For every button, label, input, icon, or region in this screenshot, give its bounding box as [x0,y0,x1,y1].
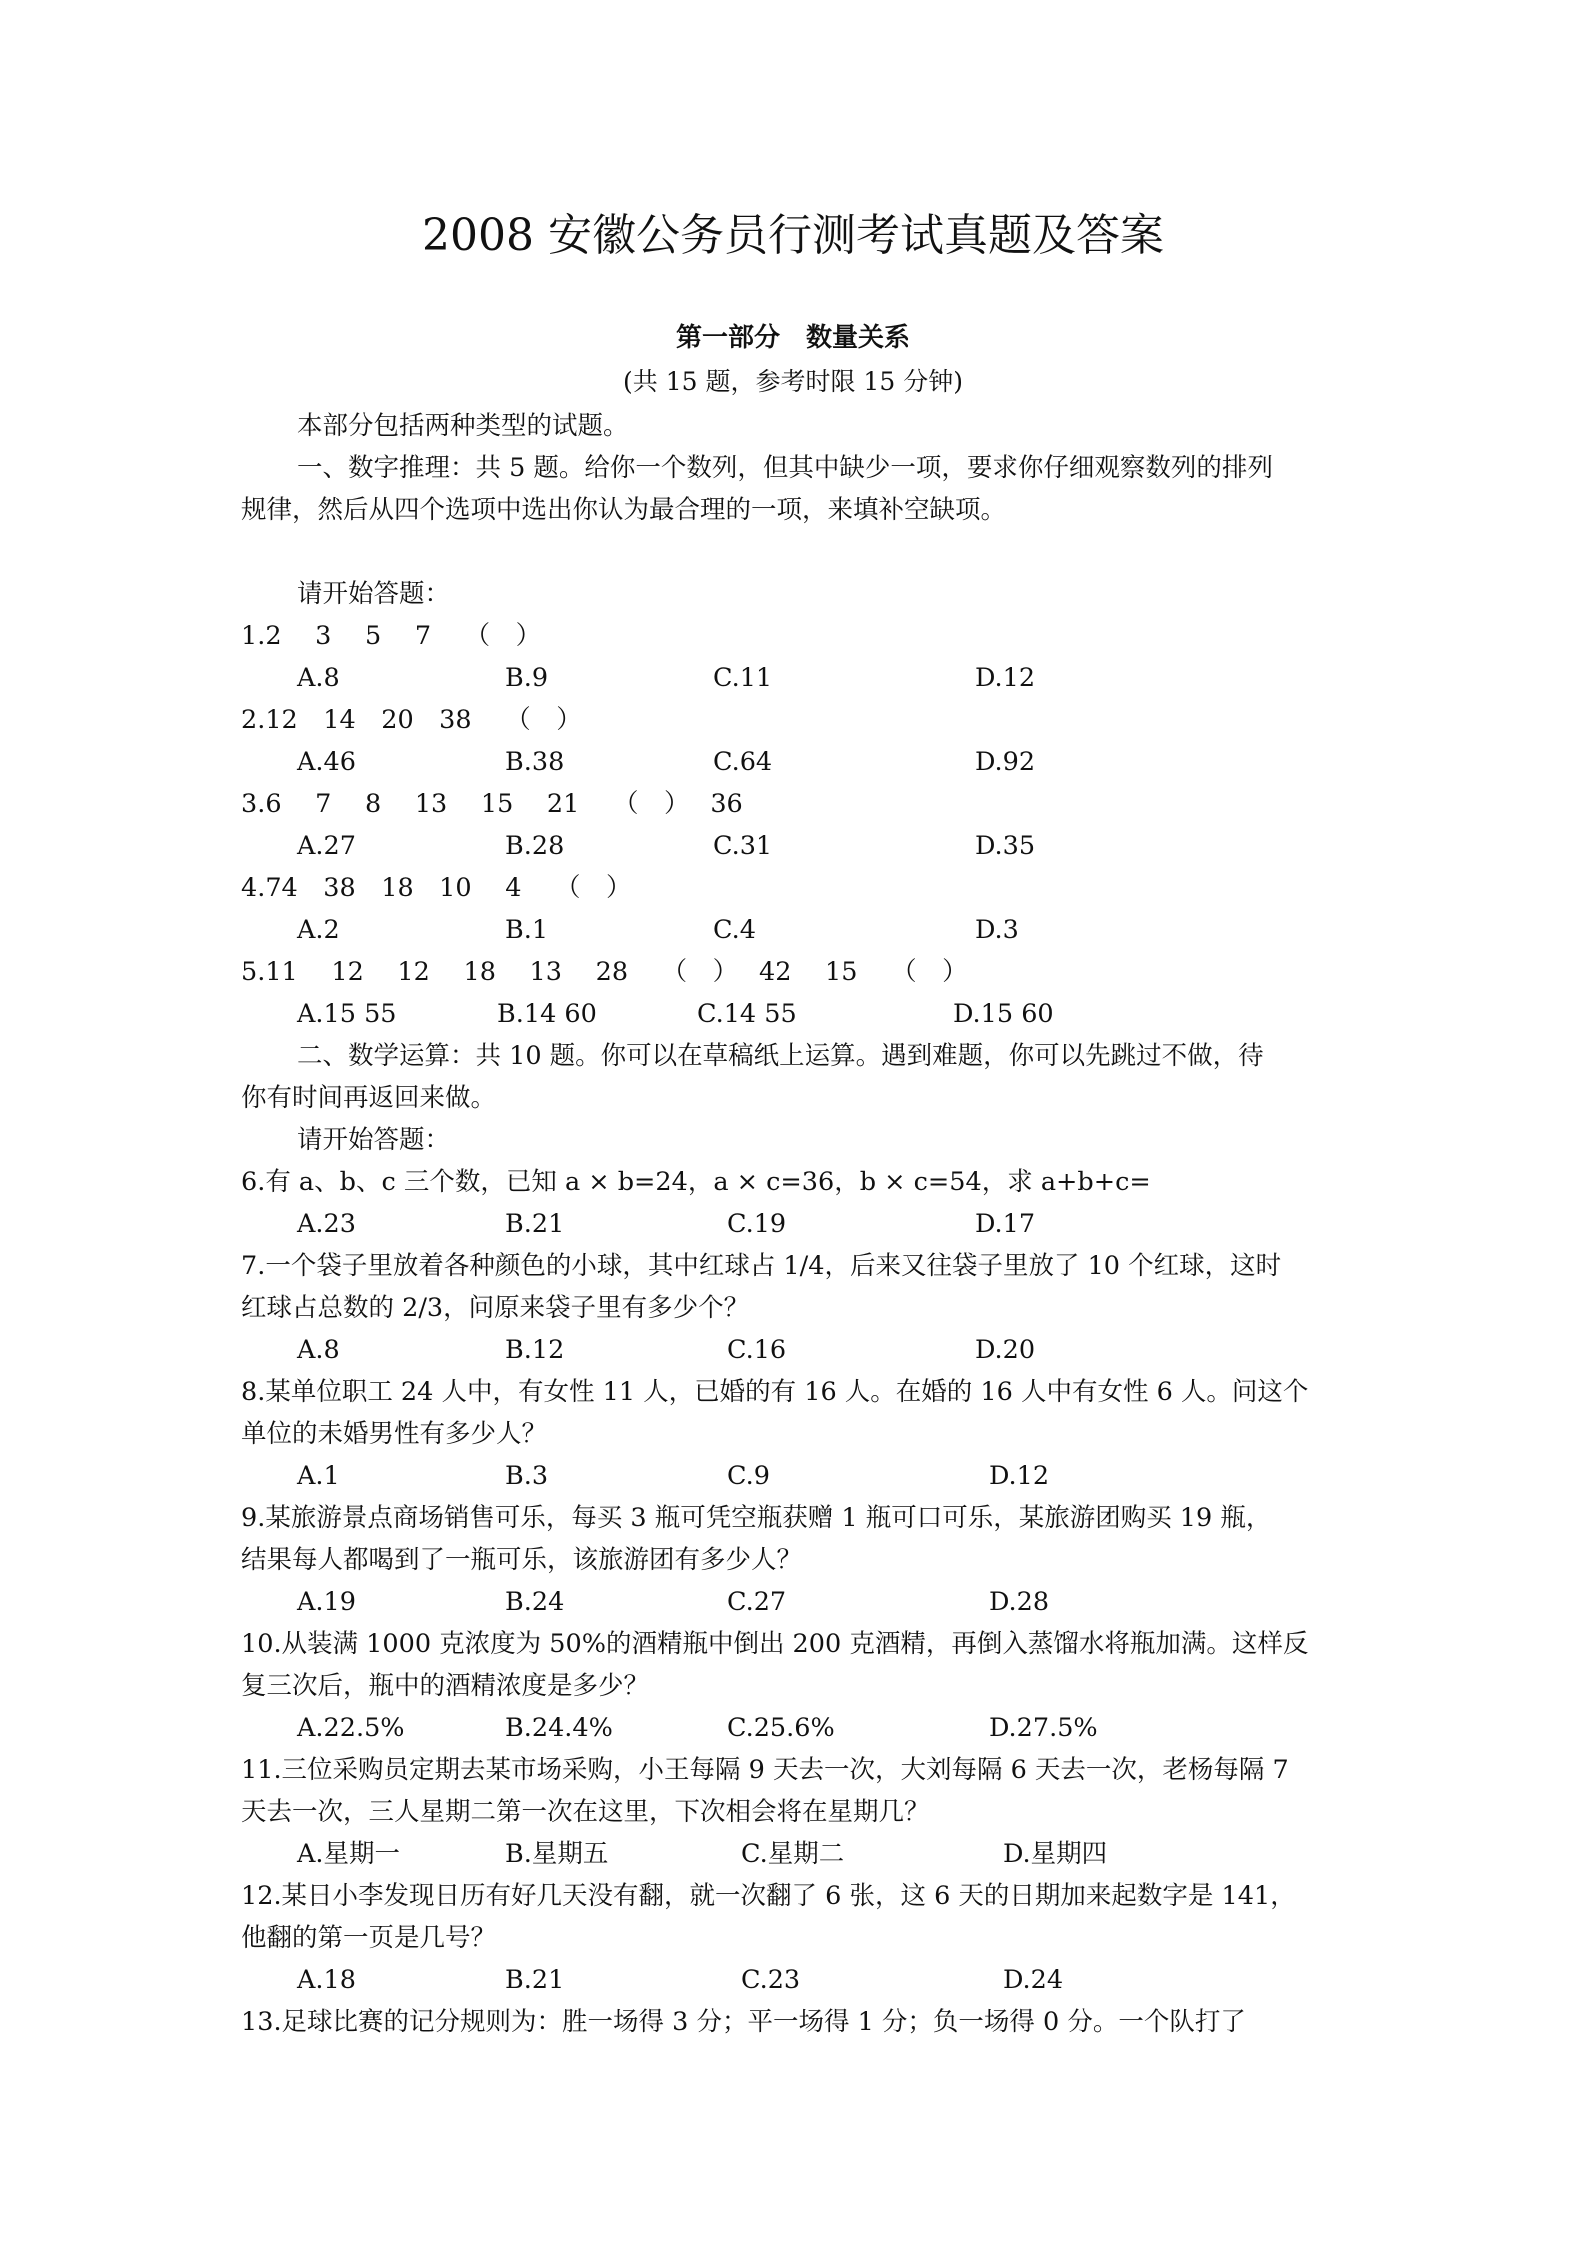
intro-line: 本部分包括两种类型的试题。 [297,411,629,441]
option-d: D.星期四 [1003,1839,1108,1869]
section-intro-line: 二、数学运算：共 10 题。你可以在草稿纸上运算。遇到难题，你可以先跳过不做，待 [297,1041,1264,1071]
option-c: C.64 [713,747,773,777]
option-c: C.9 [727,1461,770,1491]
option-b: B.3 [505,1461,549,1491]
question-text: 5.11 12 12 18 13 28 （ ） 42 15 （ ） [241,957,968,987]
option-c: C.11 [713,663,773,693]
question-text: 6.有 a、b、c 三个数，已知 a × b=24，a × c=36，b × c=54，求 a+b+c= [241,1167,1151,1197]
intro-line: 请开始答题： [297,579,451,609]
option-b: B.9 [505,663,549,693]
option-b: B.14 60 [497,999,597,1029]
section-intro-line: 你有时间再返回来做。 [241,1083,497,1113]
question-text: 1.2 3 5 7 （ ） [241,621,542,651]
option-a: A.8 [297,663,340,693]
option-c: C.27 [727,1587,787,1617]
question-text: 4.74 38 18 10 4 （ ） [241,873,632,903]
question-text: 7.一个袋子里放着各种颜色的小球，其中红球占 1/4，后来又往袋子里放了 10 个红球，这时 [241,1251,1282,1281]
option-a: A.23 [297,1209,356,1239]
option-b: B.12 [505,1335,565,1365]
option-b: B.1 [505,915,549,945]
option-a: A.1 [297,1461,340,1491]
option-c: C.4 [713,915,756,945]
question-text: 13.足球比赛的记分规则为：胜一场得 3 分；平一场得 1 分；负一场得 0 分。一个队打了 [241,2007,1246,2037]
option-d: D.12 [989,1461,1050,1491]
option-b: B.24.4% [505,1713,613,1743]
option-c: C.星期二 [741,1839,845,1869]
question-text: 他翻的第一页是几号？ [241,1923,497,1953]
question-text: 结果每人都喝到了一瓶可乐，该旅游团有多少人？ [241,1545,803,1575]
question-text: 10.从装满 1000 克浓度为 50%的酒精瓶中倒出 200 克酒精，再倒入蒸馏水将瓶加满。这样反 [241,1629,1309,1659]
question-text: 单位的未婚男性有多少人？ [241,1419,548,1449]
option-a: A.星期一 [297,1839,401,1869]
option-b: B.21 [505,1209,565,1239]
question-text: 3.6 7 8 13 15 21 （ ） 36 [241,789,743,819]
section-title: 第一部分 数量关系 [675,323,910,353]
option-b: B.24 [505,1587,565,1617]
option-a: A.2 [297,915,340,945]
option-d: D.35 [975,831,1036,861]
option-d: D.3 [975,915,1019,945]
question-text: 复三次后，瓶中的酒精浓度是多少？ [241,1671,650,1701]
option-d: D.15 60 [953,999,1054,1029]
intro-line: 规律，然后从四个选项中选出你认为最合理的一项，来填补空缺项。 [241,495,1007,525]
option-d: D.12 [975,663,1036,693]
section-subtitle: (共 15 题，参考时限 15 分钟) [623,367,963,396]
option-b: B.28 [505,831,565,861]
option-d: D.92 [975,747,1036,777]
option-a: A.15 55 [297,999,397,1029]
option-b: B.星期五 [505,1839,609,1869]
option-c: C.23 [741,1965,801,1995]
option-d: D.24 [1003,1965,1064,1995]
option-c: C.31 [713,831,773,861]
option-a: A.18 [297,1965,356,1995]
option-a: A.8 [297,1335,340,1365]
option-d: D.28 [989,1587,1050,1617]
option-c: C.19 [727,1209,787,1239]
option-d: D.27.5% [989,1713,1098,1743]
option-c: C.16 [727,1335,787,1365]
option-c: C.25.6% [727,1713,835,1743]
option-a: A.46 [297,747,356,777]
option-b: B.21 [505,1965,565,1995]
intro-line: 一、数字推理：共 5 题。给你一个数列，但其中缺少一项，要求你仔细观察数列的排列 [297,453,1273,483]
option-c: C.14 55 [697,999,797,1029]
section-intro-line: 请开始答题： [297,1125,451,1155]
question-text: 红球占总数的 2/3，问原来袋子里有多少个？ [241,1293,750,1323]
question-text: 11.三位采购员定期去某市场采购，小王每隔 9 天去一次，大刘每隔 6 天去一次，老杨每隔 7 [241,1755,1289,1785]
option-d: D.20 [975,1335,1036,1365]
option-a: A.19 [297,1587,356,1617]
option-a: A.27 [297,831,356,861]
question-text: 天去一次，三人星期二第一次在这里，下次相会将在星期几？ [241,1797,930,1827]
document-title: 2008 安徽公务员行测考试真题及答案 [422,210,1164,261]
question-text: 9.某旅游景点商场销售可乐，每买 3 瓶可凭空瓶获赠 1 瓶可口可乐，某旅游团购买 19 瓶， [241,1503,1272,1533]
question-text: 8.某单位职工 24 人中，有女性 11 人，已婚的有 16 人。在婚的 16 人中有女性 6 人。问这个 [241,1377,1309,1407]
question-text: 12.某日小李发现日历有好几天没有翻，就一次翻了 6 张，这 6 天的日期加来起数字是 141， [241,1881,1296,1911]
option-b: B.38 [505,747,565,777]
option-d: D.17 [975,1209,1036,1239]
question-text: 2.12 14 20 38 （ ） [241,705,582,735]
option-a: A.22.5% [297,1713,405,1743]
